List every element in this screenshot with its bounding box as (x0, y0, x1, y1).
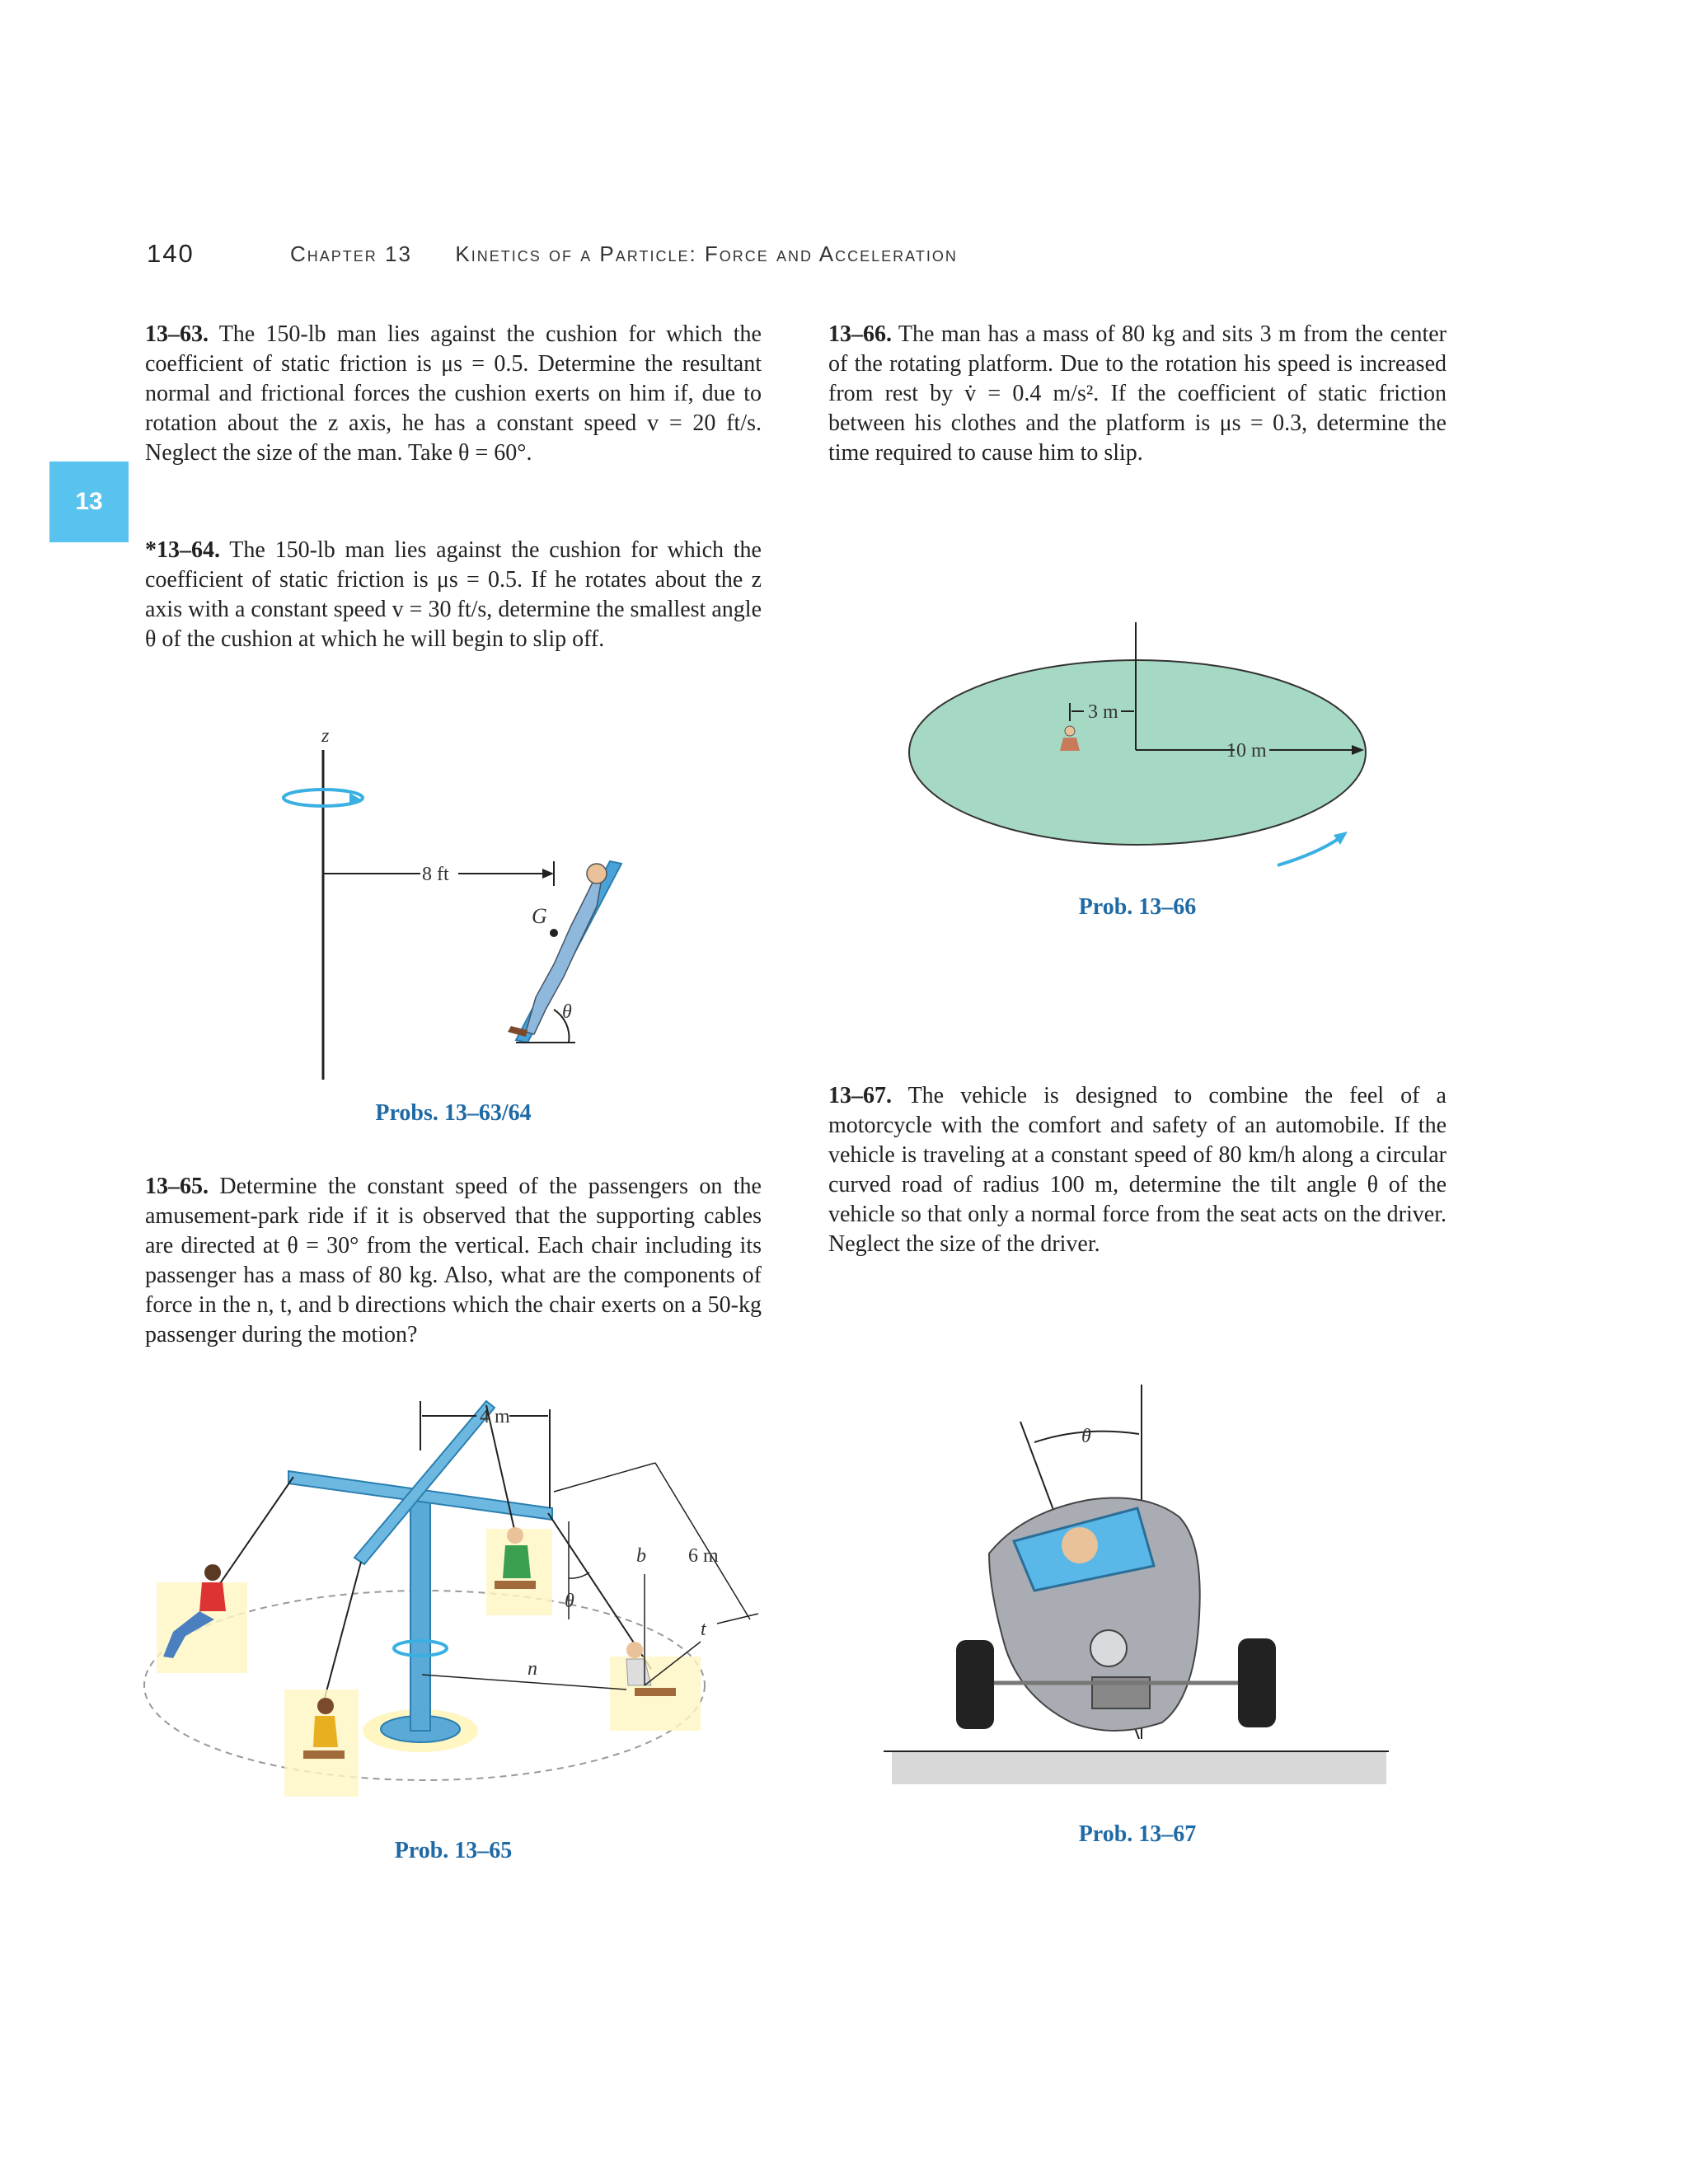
figure-rotating-platform (898, 614, 1393, 886)
man-body (1060, 738, 1080, 751)
figure-cushion-man (264, 717, 659, 1096)
dim-6m-label: 6 m (688, 1545, 719, 1567)
rider-2-head (507, 1527, 523, 1544)
problem-13-63 (145, 320, 762, 468)
chapter-heading (290, 241, 958, 267)
figure-caption-63-64: Probs. 13–63/64 (375, 1100, 532, 1126)
man-head (587, 864, 607, 883)
z-axis-label: z (321, 725, 330, 747)
theta-label: θ (562, 1001, 572, 1023)
problem-number: 13–67. (828, 1083, 892, 1108)
man-head (1065, 726, 1075, 736)
center-pole (410, 1500, 430, 1731)
radius-10m-label: 10 m (1226, 740, 1267, 762)
chair-3-seat (635, 1688, 676, 1696)
theta-label: θ (1081, 1426, 1091, 1447)
problem-text: The man has a mass of 80 kg and sits 3 m from the center of the rotating platform. Due to the rotation his speed is increased from rest by v̇ = 0.4 m/s². If the coefficient of static friction between his clothes and the platform is μs = 0.3, determine the time required to cause him to slip. (828, 321, 1447, 466)
chapter-side-tab: 13 (49, 462, 129, 542)
figure-swing-ride (140, 1385, 783, 1830)
page-number: 140 (147, 239, 195, 268)
figure-caption-66: Prob. 13–66 (1078, 894, 1197, 920)
n-axis-line (422, 1675, 626, 1690)
left-wheel (956, 1640, 994, 1729)
chapter-title: Kinetics of a Particle: Force and Acceleration (455, 241, 958, 266)
t-label: t (701, 1619, 706, 1640)
dim-3m-label: 3 m (1088, 701, 1118, 723)
problem-13-66 (828, 320, 1447, 468)
g-label: G (532, 904, 547, 928)
dim-6m-line (655, 1463, 750, 1619)
problem-13-64 (145, 536, 762, 654)
rider-3-head (626, 1642, 643, 1658)
figure-caption-65: Prob. 13–65 (394, 1838, 513, 1863)
problem-text: The vehicle is designed to combine the feel of a motorcycle with the comfort and safety of an automobile. If the vehicle is traveling at a constant speed of 80 km/h along a circular curved road of radius 100 m, determine the tilt angle θ of the vehicle so that only a normal force from the seat acts on the driver. Neglect the size of the driver. (828, 1083, 1447, 1257)
cable-4 (321, 1562, 361, 1710)
problem-13-67 (828, 1081, 1447, 1259)
theta-arc (569, 1572, 589, 1578)
problem-text: The 150-lb man lies against the cushion for which the coefficient of static friction is μs = 0.5. Determine the resultant normal and frictional forces the cushion exerts on him if, due to rotation about the z axis, he has a constant speed v = 20 ft/s. Neglect the size of the man. Take θ = 60°. (145, 321, 762, 466)
dim-8ft-label: 8 ft (422, 864, 449, 885)
dim-6m-ext-bottom (717, 1614, 758, 1624)
dim-4m-label: 4 m (480, 1406, 510, 1427)
problem-text: The 150-lb man lies against the cushion for which the coefficient of static friction is μs = 0.5. If he rotates about the z axis with a constant speed v = 30 ft/s, determine the smallest angle θ of the cushion at which he will begin to slip off. (145, 537, 762, 652)
figure-tilting-vehicle (874, 1376, 1401, 1805)
problem-number: *13–64. (145, 537, 220, 563)
figure-caption-67: Prob. 13–67 (1078, 1821, 1197, 1847)
right-wheel (1238, 1638, 1276, 1727)
chair-4-seat (303, 1750, 345, 1759)
problem-number: 13–63. (145, 321, 209, 347)
dim-6m-ext-top (554, 1463, 655, 1492)
rider-2-body (503, 1545, 531, 1578)
platform-disk (909, 660, 1366, 845)
chapter-label: Chapter 13 (290, 241, 412, 266)
chair-2-seat (495, 1581, 536, 1589)
problem-number: 13–65. (145, 1174, 209, 1199)
rider-1-head (204, 1564, 221, 1581)
n-label: n (528, 1658, 537, 1680)
rotation-arrowhead-icon (1334, 832, 1348, 845)
rider-1-body (199, 1582, 226, 1611)
rider-4-body (313, 1716, 338, 1747)
dim-arrowhead-icon (542, 869, 554, 879)
rotation-arrow-icon (1278, 837, 1342, 865)
rider-4-head (317, 1698, 334, 1714)
problem-13-65 (145, 1172, 762, 1350)
theta-label: θ (565, 1591, 574, 1612)
driver-head (1062, 1527, 1098, 1563)
vehicle-headlight (1090, 1630, 1127, 1666)
problem-number: 13–66. (828, 321, 892, 347)
center-of-mass-dot (550, 929, 558, 937)
b-label: b (636, 1545, 646, 1567)
problem-text: Determine the constant speed of the passengers on the amusement-park ride if it is observed that the supporting cables are directed at θ = 30° from the vertical. Each chair including its passenger has a mass of 80 kg. Also, what are the components of force in the n, t, and b directions which the chair exerts on a 50-kg passenger during the motion? (145, 1174, 762, 1347)
road-surface (892, 1751, 1386, 1784)
